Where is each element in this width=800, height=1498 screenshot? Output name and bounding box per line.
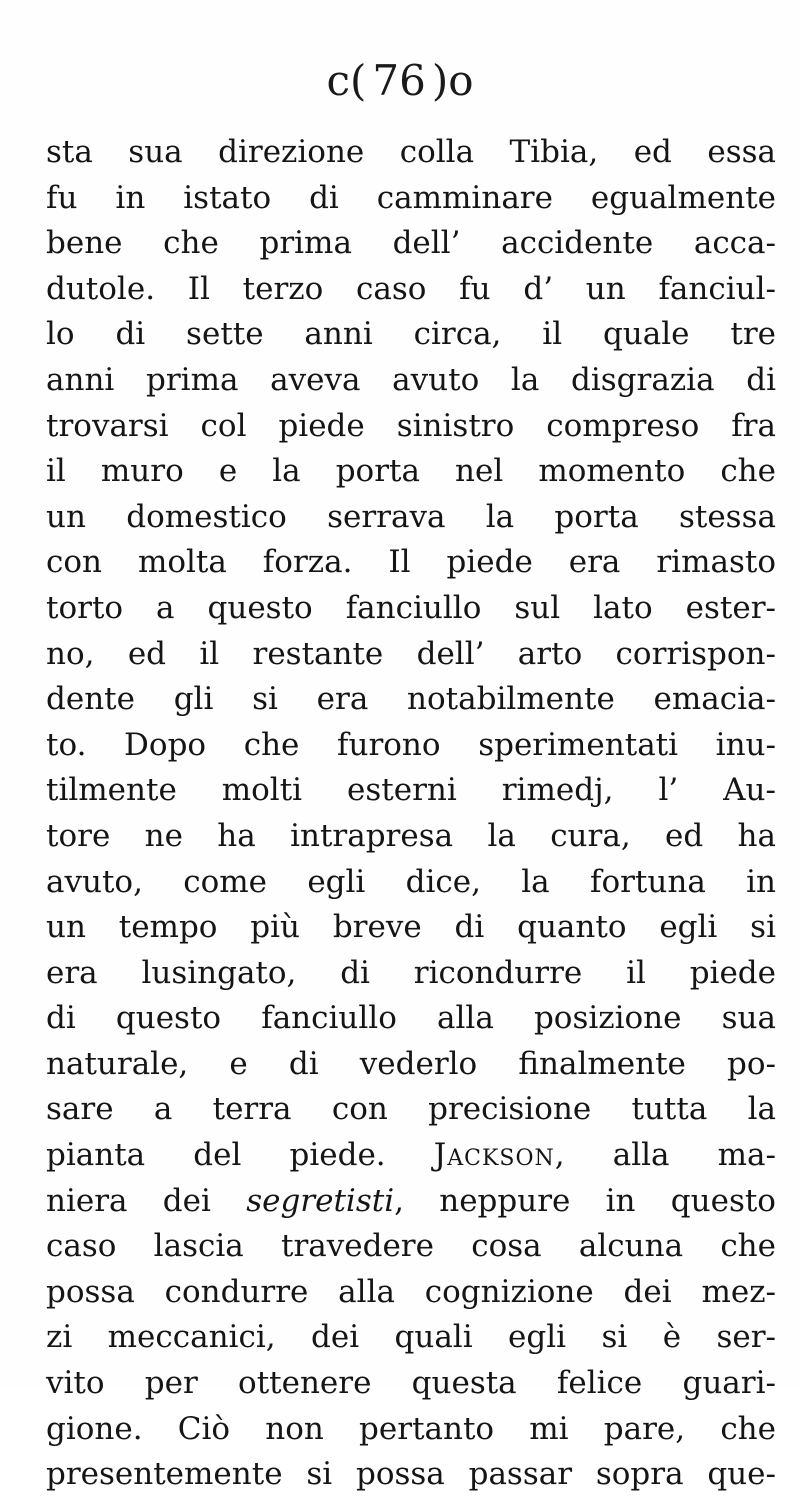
text-line: era lusingato, di ricondurre il piede xyxy=(46,954,776,991)
italic-term: segretisti xyxy=(246,1182,395,1219)
text-line: fu in istato di camminare egualmente xyxy=(46,179,776,216)
text-line: gione. Ciò non pertanto mi pare, che xyxy=(46,1410,776,1447)
text-line: bene che prima dell’ accidente acca- xyxy=(46,225,776,262)
text-line: il muro e la porta nel momento che xyxy=(46,453,776,490)
text-line: un tempo più breve di quanto egli si xyxy=(46,909,776,946)
author-name: Jackson xyxy=(433,1137,555,1174)
text-line: caso lascia travedere cosa alcuna che xyxy=(46,1228,776,1265)
text-line: un domestico serrava la porta stessa xyxy=(46,498,776,535)
text-line: sta sua direzione colla Tibia, ed essa xyxy=(46,134,776,170)
text-line: avuto, come egli dice, la fortuna in xyxy=(46,863,776,900)
text-line: tilmente molti esterni rimedj, l’ Au- xyxy=(46,772,776,809)
text-line: naturale, e di vederlo finalmente po- xyxy=(46,1045,776,1082)
text-line: presentemente si possa passar sopra que- xyxy=(46,1456,776,1493)
text-line: tore ne ha intrapresa la cura, ed ha xyxy=(46,817,776,854)
page-header xyxy=(0,58,800,104)
text-segment: pianta del piede. xyxy=(46,1137,386,1174)
header-close: )o xyxy=(431,56,474,105)
text-line: sare a terra con precisione tutta la xyxy=(46,1091,776,1128)
text-line: vito per ottenere questa felice guari- xyxy=(46,1365,776,1402)
header-open: c( xyxy=(326,56,367,105)
text-segment: , alla ma- xyxy=(554,1137,777,1174)
text-line: anni prima aveva avuto la disgrazia di xyxy=(46,361,776,398)
text-line: trovarsi col piede sinistro compreso fra xyxy=(46,407,776,444)
text-line xyxy=(46,1179,776,1225)
text-line: lo di sette anni circa, il quale tre xyxy=(46,316,776,353)
text-line: torto a questo fanciullo sul lato ester- xyxy=(46,589,776,626)
page-number: 76 xyxy=(372,56,426,105)
text-segment: , neppure in questo xyxy=(394,1182,776,1219)
text-line: dutole. Il terzo caso fu d’ un fanciul- xyxy=(46,270,776,307)
body-text xyxy=(46,130,776,1498)
text-line: no, ed il restante dell’ arto corrispon- xyxy=(46,635,776,672)
text-line: dente gli si era notabilmente emacia- xyxy=(46,681,776,718)
text-line: possa condurre alla cognizione dei mez- xyxy=(46,1273,776,1310)
text-line: con molta forza. Il piede era rimasto xyxy=(46,544,776,581)
text-line: zi meccanici, dei quali egli si è ser- xyxy=(46,1319,776,1356)
text-segment: niera dei xyxy=(46,1182,211,1219)
text-line xyxy=(46,1133,776,1179)
text-line: di questo fanciullo alla posizione sua xyxy=(46,1000,776,1037)
text-line: to. Dopo che furono sperimentati inu- xyxy=(46,726,776,763)
